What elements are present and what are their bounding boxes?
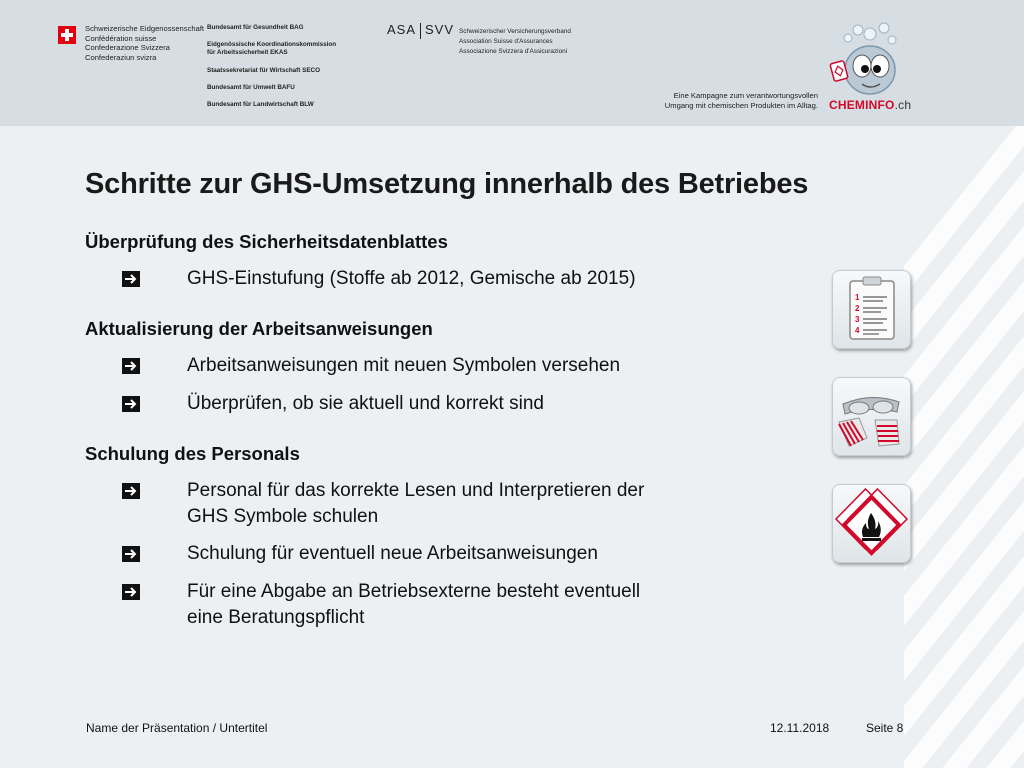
checklist-number: 4 xyxy=(855,326,860,335)
section-heading: Schulung des Personals xyxy=(85,443,300,464)
agency-name: Bundesamt für Umwelt BAFU xyxy=(207,84,295,91)
footer-date: 12.11.2018 xyxy=(770,721,830,735)
agency-name: Eidgenössische Koordinationskommission xyxy=(207,41,337,48)
confederation-names xyxy=(85,24,204,62)
cheminfo-brand xyxy=(829,98,911,112)
swiss-flag-icon xyxy=(58,26,76,44)
asa-svv-logo xyxy=(387,22,454,39)
campaign-line: Umgang mit chemischen Produkten im Alltag. xyxy=(664,101,818,110)
arrow-bullet-icon xyxy=(122,396,140,412)
section-heading: Aktualisierung der Arbeitsanweisungen xyxy=(85,318,433,339)
cheminfo-mascot-icon xyxy=(826,22,906,100)
checklist-number: 1 xyxy=(855,293,860,302)
insurance-name: Schweizerischer Versicherungsverband xyxy=(459,28,571,35)
flammable-hazard-icon xyxy=(832,484,911,563)
arrow-bullet-icon xyxy=(122,546,140,562)
agency-name: für Arbeitssicherheit EKAS xyxy=(207,49,288,56)
bullet-text: Personal für das korrekte Lesen und Interpretieren der xyxy=(187,480,645,501)
bullet-text: GHS Symbole schulen xyxy=(187,506,379,527)
agency-name: Bundesamt für Gesundheit BAG xyxy=(207,24,304,31)
section-heading: Überprüfung des Sicherheitsdatenblattes xyxy=(85,231,448,252)
protective-gear-icon xyxy=(832,377,911,456)
slide-title: Schritte zur GHS-Umsetzung innerhalb des Betriebes xyxy=(85,168,809,200)
bullet-text: Überprüfen, ob sie aktuell und korrekt sind xyxy=(187,393,544,414)
arrow-bullet-icon xyxy=(122,483,140,499)
bullet-text: GHS-Einstufung (Stoffe ab 2012, Gemische ab 2015) xyxy=(187,268,636,289)
bullet-text: Schulung für eventuell neue Arbeitsanweisungen xyxy=(187,543,598,564)
bullet-text: Arbeitsanweisungen mit neuen Symbolen versehen xyxy=(187,355,621,376)
arrow-bullet-icon xyxy=(122,271,140,287)
confederation-name: Confederazione Svizzera xyxy=(85,43,170,53)
agency-name: Staatssekretariat für Wirtschaft SECO xyxy=(207,67,320,74)
brand-domain: .ch xyxy=(894,98,912,112)
insurance-name: Association Suisse d'Assurances xyxy=(459,38,553,45)
confederation-name: Schweizerische Eidgenossenschaft xyxy=(85,24,205,33)
insurance-association xyxy=(459,27,571,57)
bullet-text: Für eine Abgabe an Betriebsexterne besteht eventuell xyxy=(187,581,641,602)
logo-divider xyxy=(420,23,421,39)
campaign-tagline xyxy=(638,91,818,111)
arrow-bullet-icon xyxy=(122,584,140,600)
agency-name: Bundesamt für Landwirtschaft BLW xyxy=(207,101,314,108)
arrow-bullet-icon xyxy=(122,358,140,374)
decorative-stripes xyxy=(904,126,1024,768)
confederation-name: Confederaziun svizra xyxy=(85,52,157,62)
insurance-name: Associazione Svizzera d'Assicurazioni xyxy=(459,48,568,55)
bullet-text: eine Beratungspflicht xyxy=(187,607,365,628)
footer-page-number: Seite 8 xyxy=(866,721,904,735)
asa-label: ASA xyxy=(387,22,417,37)
confederation-name: Confédération suisse xyxy=(85,33,157,43)
campaign-line: Eine Kampagne zum verantwortungsvollen xyxy=(673,91,818,100)
footer-presentation-name: Name der Präsentation / Untertitel xyxy=(86,721,268,735)
checklist-number: 2 xyxy=(855,304,860,313)
brand-name: CHEMINFO xyxy=(829,98,895,112)
svv-label: SVV xyxy=(425,22,455,37)
checklist-number: 3 xyxy=(855,315,860,324)
checklist-clipboard-icon xyxy=(832,270,911,349)
